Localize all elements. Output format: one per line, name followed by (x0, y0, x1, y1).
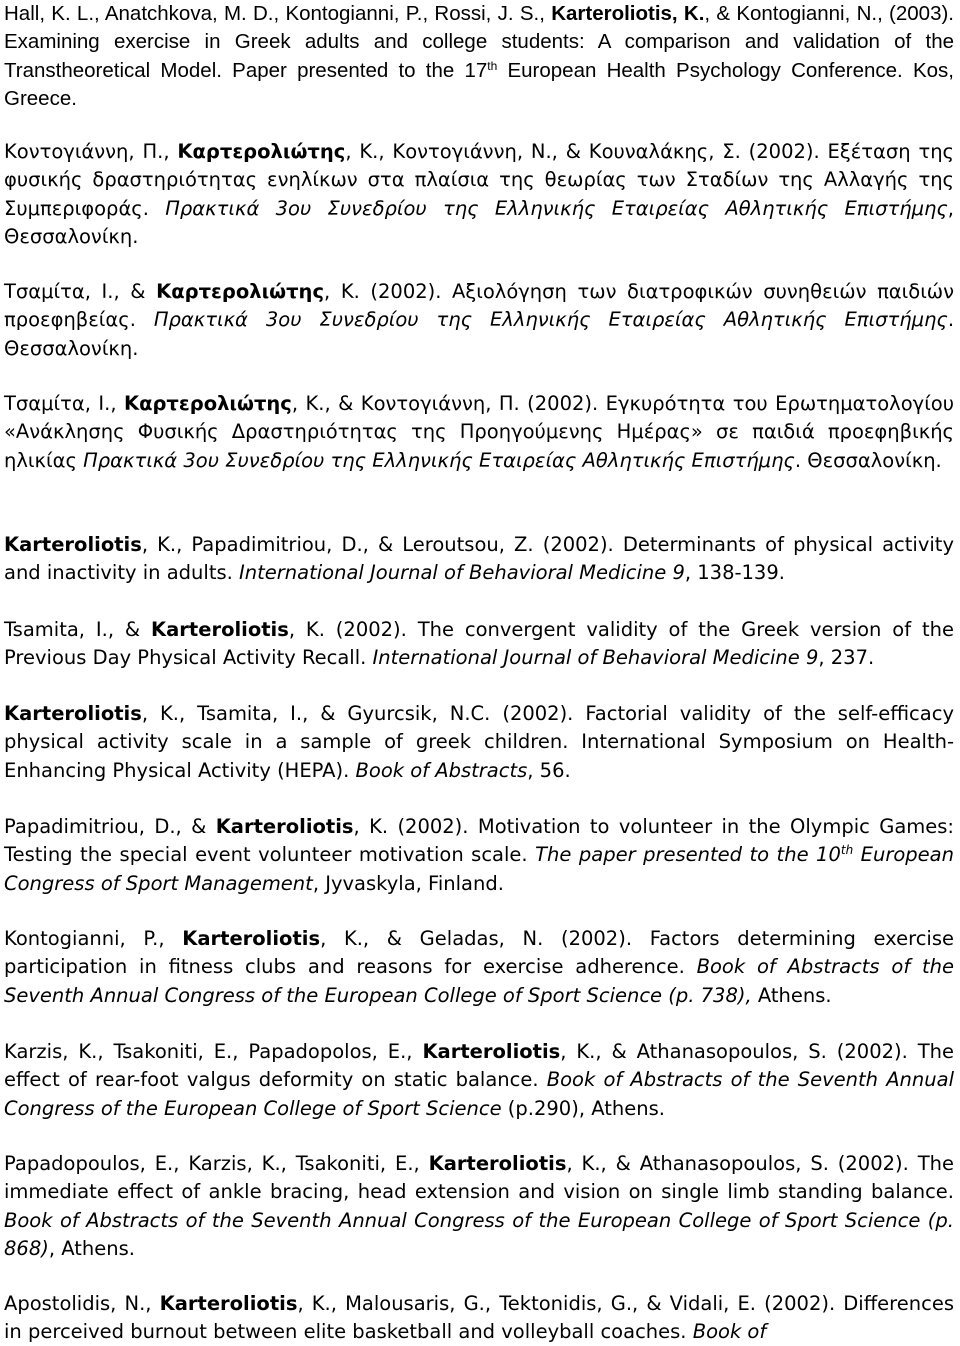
reference-entry-karzis-2002 (4, 1038, 954, 1123)
reference-text: , Θεσσαλονίκη. (4, 196, 954, 248)
reference-text: , K., & Athanasopoulos, S. (2002). The immediate effect of ankle bracing, head extension and vision on single limb standing balance. (4, 1152, 954, 1204)
reference-text: , Κ., & Κοντογιάννη, Π. (2002). Εγκυρότητα του Ερωτηματολογίου «Ανάκλησης Φυσικής Δραστηριότητας της Προηγούμενης Ημέρας» σε παιδιά προεφηβικής ηλικίας (4, 392, 955, 472)
reference-entry-papadimitriou-2002 (4, 813, 954, 898)
reference-text: . Θεσσαλονίκη. (794, 448, 942, 472)
reference-text: Kontogianni, P., (4, 927, 183, 950)
reference-entry-apostolidis-2002 (4, 1290, 954, 1346)
reference-text: , & Kontogianni, N., (2003). Examining exercise in Greek adults and college students: A comparison and validation of the Transtheoretical Model. Paper presented to the 17 (4, 2, 954, 82)
publication-title-italic: Πρακτικά 3ου Συνεδρίου της Ελληνικής Εταιρείας Αθλητικής Επιστήμης (165, 196, 948, 220)
author-name-bold: Καρτερολιώτης (156, 280, 325, 303)
reference-text: (p.290), Athens. (501, 1096, 665, 1120)
publication-title-italic: Book of Abstracts of the Seventh Annual Congress of the European College of Sport Science (p. 868) (4, 1208, 954, 1260)
reference-entry-tsamita-gr-2002b (4, 390, 954, 475)
reference-text: , 56. (527, 758, 571, 782)
author-name-bold: Karteroliotis (182, 927, 321, 950)
reference-text: , Κ. (2002). Αξιολόγηση των διατροφικών συνηθειών παιδιών προεφηβείας. (4, 280, 955, 332)
reference-text: , Κ., Κοντογιάννη, Ν., & Κουναλάκης, Σ. (2002). Εξέταση της φυσικής δραστηριότητας ενηλίκων στα πλαίσια της θεωρίας των Σταδίων της Αλλαγής της Συμπεριφοράς. (4, 140, 955, 220)
publication-title-italic: European Congress of Sport Management (4, 843, 954, 895)
reference-text: , K., Tsamita, I., & Gyurcsik, N.C. (2002). Factorial validity of the self-efficacy physical activity scale in a sample of greek children. International Symposium on Health-Enhancing Physical Activity (HEPA). (4, 702, 954, 782)
reference-text: , K., Papadimitriou, D., & Leroutsou, Z. (2002). Determinants of physical activity and inactivity in adults. (4, 533, 954, 585)
reference-text: Κοντογιάννη, Π., (4, 140, 178, 163)
reference-entry-karteroliotis-2002a (4, 531, 954, 588)
publication-title-italic: Πρακτικά 3ου Συνεδρίου της Ελληνικής Εταιρείας Αθλητικής Επιστήμης (83, 448, 795, 472)
reference-text: , K., & Athanasopoulos, S. (2002). The effect of rear-foot valgus deformity on static balance. (4, 1040, 955, 1092)
reference-text: , 237. (818, 646, 875, 670)
reference-entry-kontogianni-gr-2002 (4, 138, 954, 251)
author-name-bold: Καρτερολιώτης (177, 140, 346, 163)
publication-title-italic: International Journal of Behavioral Medicine 9 (239, 561, 685, 585)
author-name-bold: Karteroliotis, K. (551, 2, 705, 25)
ordinal-superscript: th (487, 58, 498, 73)
reference-entry-tsamita-2002 (4, 616, 954, 673)
reference-entry-hall-2003 (4, 0, 954, 113)
reference-text: . Θεσσαλονίκη. (4, 308, 955, 360)
reference-text: , 138-139. (684, 561, 785, 585)
reference-text: Karzis, K., Tsakoniti, E., Papadopolos, E., (4, 1040, 423, 1063)
publication-title-italic: Book of Abstracts (355, 758, 528, 782)
author-name-bold: Karteroliotis (215, 815, 354, 838)
publication-title-italic: Book of Abstracts of the Seventh Annual Congress of the European College of Sport Science (p. 738), (4, 955, 954, 1007)
author-name-bold: Karteroliotis (428, 1152, 567, 1175)
publication-title-italic: Book of Abstracts of the Seventh Annual Congress of the European College of Sport Science (4, 1068, 954, 1120)
author-name-bold: Karteroliotis (422, 1040, 561, 1063)
reference-entry-papadopoulos-2002 (4, 1150, 954, 1263)
reference-entry-karteroliotis-2002b (4, 700, 954, 785)
author-name-bold: Karteroliotis (159, 1292, 298, 1315)
reference-entry-tsamita-gr-2002a (4, 278, 954, 363)
author-name-bold: Καρτερολιώτης (123, 392, 292, 415)
reference-text: Τσαμίτα, Ι., (4, 392, 124, 415)
reference-text: Tsamita, I., & (4, 618, 152, 641)
reference-text: Hall, K. L., Anatchkova, M. D., Kontogianni, P., Rossi, J. S., (4, 2, 552, 25)
reference-entry-kontogianni-2002 (4, 925, 954, 1010)
reference-text: , Jyvaskyla, Finland. (312, 871, 504, 895)
publication-title-italic: International Journal of Behavioral Medicine 9 (372, 646, 819, 670)
reference-text: , K., Malousaris, G., Tektonidis, G., & Vidali, E. (2002). Differences in perceived burnout between elite basketball and volleyball coaches. (4, 1292, 954, 1344)
reference-text: , K. (2002). The convergent validity of the Greek version of the Previous Day Physical Activity Recall. (4, 618, 954, 670)
ordinal-superscript: th (840, 843, 854, 858)
reference-text: European Health Psychology Conference. Kos, Greece. (4, 58, 954, 110)
reference-text: Papadimitriou, D., & (4, 815, 216, 838)
reference-text: Apostolidis, N., (4, 1292, 160, 1315)
author-name-bold: Karteroliotis (151, 618, 289, 641)
publication-title-italic: Book of (692, 1320, 767, 1344)
author-name-bold: Karteroliotis (4, 702, 142, 725)
publication-title-italic: The paper presented to the 10 (535, 843, 841, 867)
reference-text: Τσαμίτα, Ι., & (4, 280, 157, 303)
reference-text: Athens. (751, 983, 832, 1007)
reference-text: , K., & Geladas, N. (2002). Factors determining exercise participation in fitness clubs and reasons for exercise adherence. (4, 927, 954, 979)
author-name-bold: Karteroliotis (4, 533, 142, 556)
reference-text: Papadopoulos, E., Karzis, K., Tsakoniti, E., (4, 1152, 429, 1175)
reference-text: , K. (2002). Motivation to volunteer in the Olympic Games: Testing the special event volunteer motivation scale. (4, 815, 954, 867)
publication-title-italic: Πρακτικά 3ου Συνεδρίου της Ελληνικής Εταιρείας Αθλητικής Επιστήμης (153, 308, 948, 332)
reference-text: , Athens. (48, 1236, 135, 1260)
